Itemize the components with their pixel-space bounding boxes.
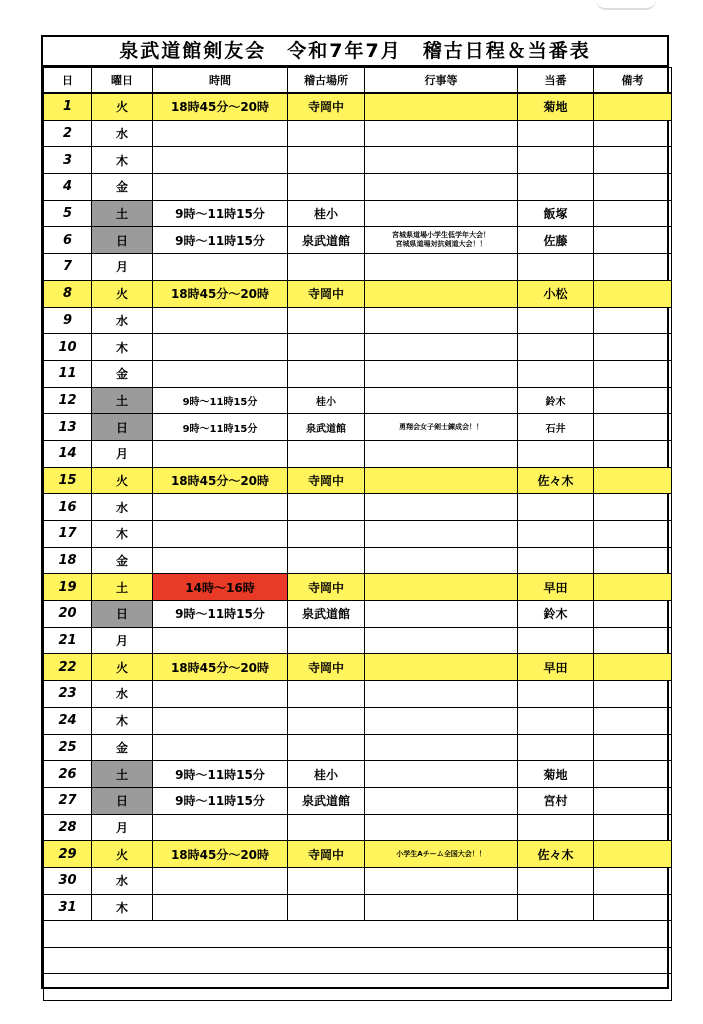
cell-duty [518, 814, 594, 841]
cell-weekday: 土 [92, 761, 153, 788]
cell-weekday: 火 [92, 654, 153, 681]
cell-day: 29 [44, 841, 92, 868]
cell-day: 31 [44, 894, 92, 921]
cell-day: 3 [44, 147, 92, 174]
table-row [44, 787, 672, 814]
cell-time [153, 174, 288, 201]
cell-weekday: 木 [92, 707, 153, 734]
table-row [44, 440, 672, 467]
header-day: 日 [44, 68, 92, 94]
cell-time [153, 547, 288, 574]
cell-event [365, 387, 518, 414]
cell-time: 9時～11時15分 [153, 227, 288, 254]
cell-day: 17 [44, 521, 92, 548]
cell-place: 寺岡中 [288, 841, 365, 868]
cell-event [365, 200, 518, 227]
cell-weekday: 木 [92, 147, 153, 174]
cell-event: 小学生Aチーム全国大会！！ [365, 841, 518, 868]
cell-event [365, 120, 518, 147]
cell-day: 10 [44, 334, 92, 361]
cell-note [594, 360, 672, 387]
cell-duty: 早田 [518, 574, 594, 601]
cell-event [365, 734, 518, 761]
cell-day: 28 [44, 814, 92, 841]
cell-day: 1 [44, 93, 92, 120]
cell-time: 18時45分～20時 [153, 93, 288, 120]
cell-day: 27 [44, 787, 92, 814]
header-note: 備考 [594, 68, 672, 94]
cell-note [594, 681, 672, 708]
cell-place: 寺岡中 [288, 467, 365, 494]
table-row [44, 654, 672, 681]
cell-weekday: 日 [92, 227, 153, 254]
cell-day: 8 [44, 280, 92, 307]
cell-event [365, 360, 518, 387]
cell-duty [518, 867, 594, 894]
cell-place [288, 494, 365, 521]
cell-weekday: 水 [92, 120, 153, 147]
corner-shadow [596, 0, 656, 10]
table-row [44, 761, 672, 788]
cell-duty [518, 627, 594, 654]
cell-place: 桂小 [288, 387, 365, 414]
table-row [44, 360, 672, 387]
cell-note [594, 841, 672, 868]
cell-day: 21 [44, 627, 92, 654]
cell-time: 18時45分～20時 [153, 467, 288, 494]
cell-weekday: 火 [92, 280, 153, 307]
cell-event [365, 440, 518, 467]
blank-row [44, 947, 672, 974]
table-row [44, 574, 672, 601]
schedule-title: 泉武道館剣友会 令和7年7月 稽古日程＆当番表 [43, 37, 667, 67]
cell-weekday: 火 [92, 841, 153, 868]
cell-event: 宮城県道場小学生低学年大会！ 宮城県道場対抗剣道大会！！ [365, 227, 518, 254]
header-weekday: 曜日 [92, 68, 153, 94]
cell-weekday: 金 [92, 547, 153, 574]
cell-time [153, 867, 288, 894]
cell-duty: 鈴木 [518, 601, 594, 628]
cell-day: 7 [44, 254, 92, 281]
cell-duty [518, 547, 594, 574]
cell-event [365, 93, 518, 120]
cell-time: 9時～11時15分 [153, 387, 288, 414]
cell-time [153, 254, 288, 281]
cell-duty [518, 521, 594, 548]
cell-place: 桂小 [288, 200, 365, 227]
header-duty: 当番 [518, 68, 594, 94]
table-row [44, 841, 672, 868]
cell-note [594, 654, 672, 681]
cell-event [365, 280, 518, 307]
cell-day: 13 [44, 414, 92, 441]
table-row [44, 254, 672, 281]
cell-duty: 佐藤 [518, 227, 594, 254]
cell-note [594, 93, 672, 120]
cell-weekday: 木 [92, 334, 153, 361]
blank-cell [44, 974, 672, 1001]
cell-event [365, 494, 518, 521]
cell-place [288, 440, 365, 467]
header-time: 時間 [153, 68, 288, 94]
cell-place [288, 681, 365, 708]
cell-weekday: 月 [92, 627, 153, 654]
cell-duty: 菊地 [518, 93, 594, 120]
table-row [44, 681, 672, 708]
cell-place: 桂小 [288, 761, 365, 788]
cell-note [594, 467, 672, 494]
cell-note [594, 387, 672, 414]
cell-place: 寺岡中 [288, 93, 365, 120]
cell-duty [518, 707, 594, 734]
cell-day: 4 [44, 174, 92, 201]
table-row [44, 334, 672, 361]
cell-duty: 佐々木 [518, 467, 594, 494]
blank-cell [44, 947, 672, 974]
cell-note [594, 894, 672, 921]
blank-cell [44, 921, 672, 948]
cell-note [594, 307, 672, 334]
cell-weekday: 木 [92, 894, 153, 921]
header-event: 行事等 [365, 68, 518, 94]
cell-event [365, 307, 518, 334]
table-row [44, 547, 672, 574]
cell-day: 20 [44, 601, 92, 628]
cell-note [594, 120, 672, 147]
cell-event [365, 814, 518, 841]
cell-place [288, 360, 365, 387]
cell-note [594, 787, 672, 814]
cell-day: 15 [44, 467, 92, 494]
cell-duty [518, 360, 594, 387]
cell-duty: 鈴木 [518, 387, 594, 414]
cell-note [594, 601, 672, 628]
table-row [44, 867, 672, 894]
cell-place: 泉武道館 [288, 601, 365, 628]
blank-row [44, 974, 672, 1001]
cell-duty: 菊地 [518, 761, 594, 788]
cell-duty: 宮村 [518, 787, 594, 814]
cell-note [594, 334, 672, 361]
cell-note [594, 440, 672, 467]
table-row [44, 120, 672, 147]
cell-place [288, 707, 365, 734]
cell-time [153, 494, 288, 521]
cell-day: 19 [44, 574, 92, 601]
cell-event [365, 254, 518, 281]
cell-note [594, 227, 672, 254]
cell-place: 寺岡中 [288, 280, 365, 307]
cell-weekday: 金 [92, 174, 153, 201]
cell-note [594, 200, 672, 227]
cell-time: 18時45分～20時 [153, 841, 288, 868]
cell-day: 6 [44, 227, 92, 254]
table-row [44, 280, 672, 307]
cell-place [288, 120, 365, 147]
table-row [44, 707, 672, 734]
cell-time: 9時～11時15分 [153, 200, 288, 227]
cell-place: 泉武道館 [288, 227, 365, 254]
cell-day: 23 [44, 681, 92, 708]
table-row [44, 174, 672, 201]
cell-weekday: 木 [92, 521, 153, 548]
cell-time [153, 814, 288, 841]
blank-row [44, 921, 672, 948]
cell-duty [518, 681, 594, 708]
cell-weekday: 水 [92, 867, 153, 894]
cell-note [594, 814, 672, 841]
cell-time [153, 627, 288, 654]
cell-day: 24 [44, 707, 92, 734]
cell-weekday: 日 [92, 601, 153, 628]
cell-duty: 飯塚 [518, 200, 594, 227]
cell-duty [518, 254, 594, 281]
cell-note [594, 761, 672, 788]
cell-weekday: 火 [92, 93, 153, 120]
cell-place [288, 521, 365, 548]
cell-place [288, 254, 365, 281]
cell-place [288, 334, 365, 361]
cell-note [594, 147, 672, 174]
cell-time [153, 120, 288, 147]
cell-time [153, 147, 288, 174]
cell-place: 泉武道館 [288, 414, 365, 441]
cell-day: 5 [44, 200, 92, 227]
cell-event [365, 627, 518, 654]
cell-note [594, 867, 672, 894]
cell-event: 勇翔会女子剣士錬成会！！ [365, 414, 518, 441]
cell-weekday: 水 [92, 307, 153, 334]
table-row [44, 814, 672, 841]
table-row [44, 387, 672, 414]
cell-note [594, 707, 672, 734]
table-row [44, 521, 672, 548]
cell-duty [518, 440, 594, 467]
table-row [44, 894, 672, 921]
cell-event [365, 894, 518, 921]
schedule-body [44, 93, 672, 1000]
table-row [44, 307, 672, 334]
cell-place [288, 547, 365, 574]
table-row [44, 627, 672, 654]
header-place: 稽古場所 [288, 68, 365, 94]
cell-weekday: 金 [92, 734, 153, 761]
table-row [44, 494, 672, 521]
cell-weekday: 日 [92, 414, 153, 441]
cell-weekday: 月 [92, 254, 153, 281]
cell-duty [518, 734, 594, 761]
cell-day: 22 [44, 654, 92, 681]
cell-time [153, 307, 288, 334]
cell-event [365, 761, 518, 788]
cell-weekday: 火 [92, 467, 153, 494]
cell-place [288, 867, 365, 894]
cell-weekday: 月 [92, 440, 153, 467]
cell-weekday: 土 [92, 387, 153, 414]
cell-time: 14時～16時 [153, 574, 288, 601]
cell-place: 泉武道館 [288, 787, 365, 814]
cell-event [365, 147, 518, 174]
cell-event [365, 707, 518, 734]
cell-place: 寺岡中 [288, 654, 365, 681]
cell-duty [518, 894, 594, 921]
cell-weekday: 水 [92, 681, 153, 708]
cell-duty: 佐々木 [518, 841, 594, 868]
cell-duty [518, 174, 594, 201]
cell-place [288, 894, 365, 921]
cell-day: 25 [44, 734, 92, 761]
cell-place [288, 814, 365, 841]
cell-place: 寺岡中 [288, 574, 365, 601]
table-row [44, 734, 672, 761]
cell-day: 26 [44, 761, 92, 788]
cell-event [365, 174, 518, 201]
cell-duty [518, 147, 594, 174]
cell-weekday: 土 [92, 574, 153, 601]
table-row [44, 467, 672, 494]
cell-time [153, 734, 288, 761]
cell-event [365, 574, 518, 601]
cell-day: 16 [44, 494, 92, 521]
table-row [44, 93, 672, 120]
table-row [44, 200, 672, 227]
cell-day: 12 [44, 387, 92, 414]
cell-note [594, 254, 672, 281]
cell-weekday: 金 [92, 360, 153, 387]
table-row [44, 227, 672, 254]
cell-event [365, 521, 518, 548]
cell-event [365, 601, 518, 628]
cell-note [594, 521, 672, 548]
cell-day: 18 [44, 547, 92, 574]
cell-day: 11 [44, 360, 92, 387]
cell-day: 14 [44, 440, 92, 467]
cell-event [365, 681, 518, 708]
cell-place [288, 734, 365, 761]
cell-weekday: 月 [92, 814, 153, 841]
cell-event [365, 867, 518, 894]
cell-duty [518, 334, 594, 361]
cell-time: 9時～11時15分 [153, 601, 288, 628]
cell-time [153, 521, 288, 548]
header-row [44, 68, 672, 94]
cell-duty: 小松 [518, 280, 594, 307]
cell-time: 18時45分～20時 [153, 280, 288, 307]
cell-duty: 石井 [518, 414, 594, 441]
cell-time [153, 707, 288, 734]
cell-note [594, 414, 672, 441]
table-row [44, 147, 672, 174]
cell-time [153, 334, 288, 361]
cell-duty: 早田 [518, 654, 594, 681]
schedule-table [43, 67, 672, 1001]
cell-weekday: 日 [92, 787, 153, 814]
cell-event [365, 654, 518, 681]
cell-duty [518, 120, 594, 147]
cell-time: 9時～11時15分 [153, 761, 288, 788]
cell-place [288, 627, 365, 654]
cell-place [288, 174, 365, 201]
cell-time: 9時～11時15分 [153, 787, 288, 814]
cell-place [288, 147, 365, 174]
cell-note [594, 574, 672, 601]
cell-note [594, 734, 672, 761]
cell-time [153, 894, 288, 921]
table-row [44, 601, 672, 628]
cell-event [365, 547, 518, 574]
cell-event [365, 787, 518, 814]
cell-weekday: 水 [92, 494, 153, 521]
schedule-sheet [41, 35, 669, 989]
cell-place [288, 307, 365, 334]
cell-time: 18時45分～20時 [153, 654, 288, 681]
cell-note [594, 494, 672, 521]
cell-time [153, 440, 288, 467]
cell-weekday: 土 [92, 200, 153, 227]
cell-time [153, 681, 288, 708]
table-row [44, 414, 672, 441]
cell-note [594, 280, 672, 307]
cell-note [594, 547, 672, 574]
cell-duty [518, 307, 594, 334]
cell-event [365, 334, 518, 361]
cell-day: 9 [44, 307, 92, 334]
cell-day: 30 [44, 867, 92, 894]
cell-note [594, 627, 672, 654]
cell-event [365, 467, 518, 494]
cell-time: 9時～11時15分 [153, 414, 288, 441]
cell-time [153, 360, 288, 387]
cell-day: 2 [44, 120, 92, 147]
cell-note [594, 174, 672, 201]
cell-duty [518, 494, 594, 521]
